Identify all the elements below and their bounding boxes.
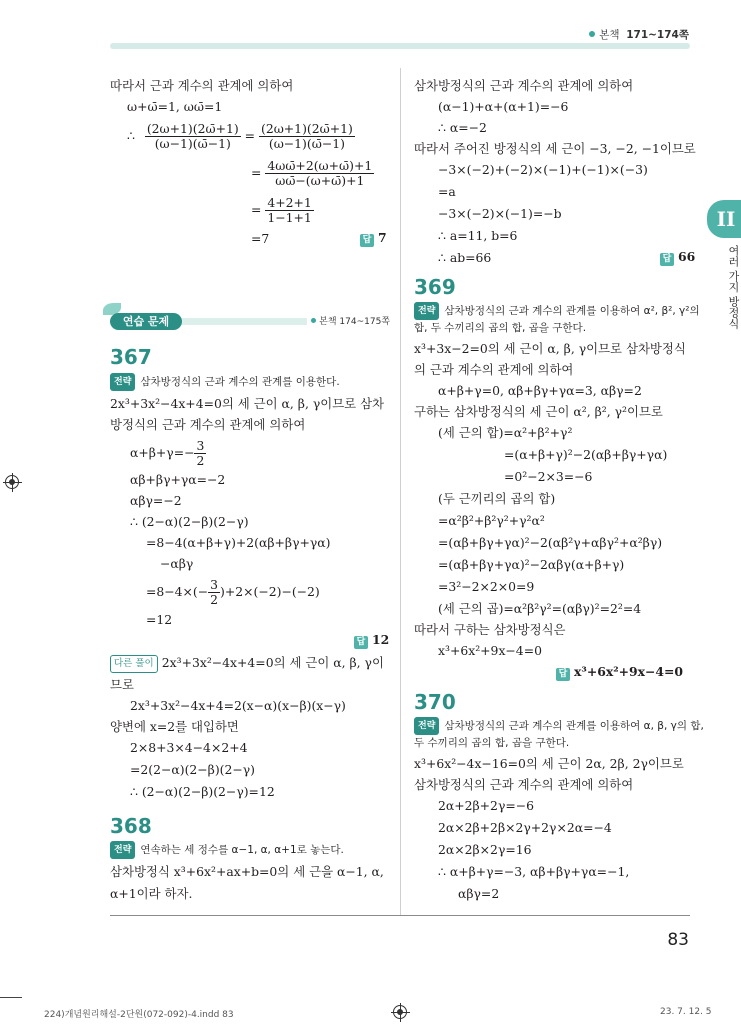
p367-alt3: 2x³+3x²−4x+4=2(x−α)(x−β)(x−γ) [130, 698, 346, 713]
p370-line4: 2α×2β+2β×2γ+2γ×2α=−4 [438, 820, 612, 835]
strategy-tag: 전략 [414, 717, 439, 735]
right-line2: (α−1)+α+(α+1)=−6 [438, 99, 569, 114]
right-line5: −3×(−2)+(−2)×(−1)+(−1)×(−3) [438, 162, 648, 177]
answer-368-value: 66 [678, 249, 696, 264]
p369-line11: =(αβ+βγ+γα)²−2αβγ(α+β+γ) [438, 557, 625, 572]
p367-frac-num: 3 [196, 438, 205, 453]
p369-line15: x³+6x²+9x−4=0 [438, 643, 542, 658]
practice-ref [307, 314, 390, 327]
p367-line9a: =8−4×(− [146, 584, 209, 599]
p369-line7: =0²−2×3=−6 [504, 469, 593, 484]
p367-line9 [146, 577, 320, 607]
p367-alt7: ∴ (2−α)(2−β)(2−γ)=12 [130, 784, 275, 799]
right-line3: ∴ α=−2 [438, 120, 487, 135]
registration-mark-icon [393, 1005, 407, 1019]
footer-file: 224)개념원리해설-2단원(072-092)-4.indd 83 [44, 1010, 234, 1020]
footer-date: 23. 7. 12. 5 [660, 1007, 712, 1017]
alt-solution-tag: 다른 풀이 [110, 655, 158, 673]
p367-line5: αβγ=−2 [130, 493, 182, 508]
left-result: =7 [251, 231, 270, 246]
left-fraction-line1 [127, 121, 355, 151]
p369-line14: 따라서 구하는 삼차방정식은 [414, 622, 566, 637]
answer-369 [556, 664, 683, 681]
answer-mark-icon: 답 [660, 253, 674, 266]
p370-line1: x³+6x²−4x−16=0의 세 근이 2α, 2β, 2γ이므로 [414, 756, 684, 771]
page-number: 83 [667, 930, 689, 950]
strategy-text-1: 삼차방정식의 근과 계수의 관계를 이용하여 α, β, γ의 합, [444, 720, 704, 732]
f3-den: ωω̄−(ω+ω̄)+1 [275, 173, 365, 188]
p368-line1: 삼차방정식 x³+6x²+ax+b=0의 세 근을 α−1, α, [110, 864, 384, 879]
answer-mark-icon: 답 [354, 636, 368, 649]
p369-line8: (두 근끼리의 곱의 합) [438, 491, 556, 506]
strategy-text: 연속하는 세 정수를 α−1, α, α+1로 놓는다. [140, 844, 344, 856]
p369-line2: 의 근과 계수의 관계에 의하여 [414, 362, 574, 377]
column-divider [400, 68, 401, 916]
p370-line7: αβγ=2 [458, 886, 500, 901]
answer-367 [354, 632, 389, 649]
p367-alt1 [110, 655, 384, 673]
strategy-tag: 전략 [414, 302, 439, 320]
answer-mark-icon: 답 [360, 234, 374, 247]
f4-num: 4+2+1 [267, 195, 312, 210]
right-line7: −3×(−2)×(−1)=−b [438, 206, 562, 221]
left-fraction-line2 [251, 158, 374, 188]
f3-num: 4ωω̄+2(ω+ω̄)+1 [267, 158, 373, 173]
bullet-icon [311, 318, 316, 323]
problem-368-strategy [110, 841, 344, 859]
f2-num: (2ω+1)(2ω̄+1) [260, 121, 353, 136]
registration-mark-icon [5, 475, 19, 489]
p369-line12: =3²−2×2×0=9 [438, 579, 535, 594]
problem-369-strategy1 [414, 302, 700, 320]
p369-line6: =(α+β+γ)²−2(αβ+βγ+γα) [504, 447, 668, 462]
p367-line6: ∴ (2−α)(2−β)(2−γ) [130, 514, 249, 529]
strategy-text-1: 삼차방정식의 근과 계수의 관계를 이용하여 α², β², γ²의 [444, 305, 700, 317]
p370-line6: ∴ α+β+γ=−3, αβ+βγ+γα=−1, [438, 864, 630, 879]
p367-line2: 방정식의 근과 계수의 관계에 의하여 [110, 417, 306, 432]
problem-367-number: 367 [110, 345, 152, 369]
p369-line3: α+β+γ=0, αβ+βγ+γα=3, αβγ=2 [438, 383, 642, 398]
p367-line7: =8−4(α+β+γ)+2(αβ+βγ+γα) [146, 535, 331, 550]
right-line6: =a [438, 184, 456, 199]
crop-mark [0, 997, 22, 998]
answer-369-value: x³+6x²+9x−4=0 [574, 664, 684, 679]
p368-line2: α+1이라 하자. [110, 886, 193, 901]
p367-alt2: 므로 [110, 677, 134, 692]
therefore-symbol: ∴ [127, 128, 135, 143]
equals-sign-3: = [251, 202, 262, 217]
answer-368 [660, 249, 695, 266]
left-fraction-line3 [251, 195, 314, 225]
chapter-title: 여러 가지 방정식 [727, 245, 740, 329]
p367-line3-text: α+β+γ=− [130, 445, 195, 460]
problem-369-number: 369 [414, 275, 456, 299]
p369-line5: (세 근의 합)=α²+β²+γ² [438, 425, 573, 440]
p367-line3 [130, 438, 206, 468]
equals-sign: = [244, 128, 256, 143]
answer-prev [360, 230, 387, 247]
chapter-tab: II [707, 200, 741, 238]
answer-mark-icon: 답 [556, 668, 570, 681]
p367-line1: 2x³+3x²−4x+4=0의 세 근이 α, β, γ이므로 삼차 [110, 396, 385, 411]
right-line8: ∴ a=11, b=6 [438, 228, 518, 243]
p370-line3: 2α+2β+2γ=−6 [438, 798, 534, 813]
p367-line10: =12 [146, 612, 173, 627]
bottom-rule [110, 915, 690, 916]
practice-label: 연습 문제 [110, 313, 182, 330]
strategy-text: 삼차방정식의 근과 계수의 관계를 이용한다. [140, 376, 340, 388]
f4-den: 1−1+1 [267, 210, 312, 225]
left-intro: 따라서 근과 계수의 관계에 의하여 [110, 78, 294, 93]
p369-line13: (세 근의 곱)=α²β²γ²=(αβγ)²=2²=4 [438, 601, 642, 616]
p367-alt1-text: 2x³+3x²−4x+4=0의 세 근이 α, β, γ이 [161, 655, 384, 670]
header-ref-pages: 171~174쪽 [626, 29, 689, 41]
problem-370-strategy1 [414, 717, 704, 735]
problem-368-number: 368 [110, 814, 152, 838]
p367-alt4: 양변에 x=2를 대입하면 [110, 719, 239, 734]
p369-line1: x³+3x−2=0의 세 근이 α, β, γ이므로 삼차방정식 [414, 341, 686, 356]
p367-l9-num: 3 [210, 577, 219, 592]
p367-alt5: 2×8+3×4−4×2+4 [130, 740, 248, 755]
page-header-ref [589, 27, 689, 42]
p367-line9b: )+2×(−2)−(−2) [220, 584, 320, 599]
p367-line8: −αβγ [160, 556, 194, 571]
right-line4: 따라서 주어진 방정식의 세 근이 −3, −2, −1이므로 [414, 141, 696, 156]
f1-den: (ω−1)(ω̄−1) [154, 136, 231, 151]
bullet-icon [589, 31, 595, 37]
p369-line10: =(αβ+βγ+γα)²−2(αβ²γ+αβγ²+α²βγ) [438, 535, 663, 550]
problem-370-strategy2: 두 수끼리의 곱의 합, 곱을 구한다. [414, 737, 570, 749]
right-line1: 삼차방정식의 근과 계수의 관계에 의하여 [414, 78, 634, 93]
p369-line4: 구하는 삼차방정식의 세 근이 α², β², γ²이므로 [414, 404, 663, 419]
right-line9: ∴ ab=66 [438, 250, 492, 265]
equals-sign-2: = [251, 165, 262, 180]
p367-line4: αβ+βγ+γα=−2 [130, 472, 226, 487]
problem-370-number: 370 [414, 690, 456, 714]
p370-line2: 삼차방정식의 근과 계수의 관계에 의하여 [414, 777, 634, 792]
answer-value: 7 [378, 230, 387, 245]
answer-367-value: 12 [372, 632, 390, 647]
practice-ref-text: 본책 174~175쪽 [319, 317, 390, 327]
problem-369-strategy2: 합, 두 수끼리의 곱의 합, 곱을 구한다. [414, 322, 587, 334]
p367-frac-den: 2 [196, 453, 205, 468]
p367-l9-den: 2 [210, 592, 219, 607]
strategy-tag: 전략 [110, 841, 135, 859]
strategy-tag: 전략 [110, 373, 135, 391]
left-condition: ω+ω̄=1, ωω̄=1 [127, 99, 223, 114]
p369-line9: =α²β²+β²γ²+γ²α² [438, 513, 545, 528]
practice-banner [110, 313, 390, 329]
p367-alt6: =2(2−α)(2−β)(2−γ) [130, 762, 256, 777]
p370-line5: 2α×2β×2γ=16 [438, 842, 532, 857]
f1-num: (2ω+1)(2ω̄+1) [146, 121, 239, 136]
problem-367-strategy [110, 373, 340, 391]
header-ref-label: 본책 [599, 29, 620, 41]
header-bar [110, 43, 690, 49]
f2-den: (ω−1)(ω̄−1) [268, 136, 345, 151]
